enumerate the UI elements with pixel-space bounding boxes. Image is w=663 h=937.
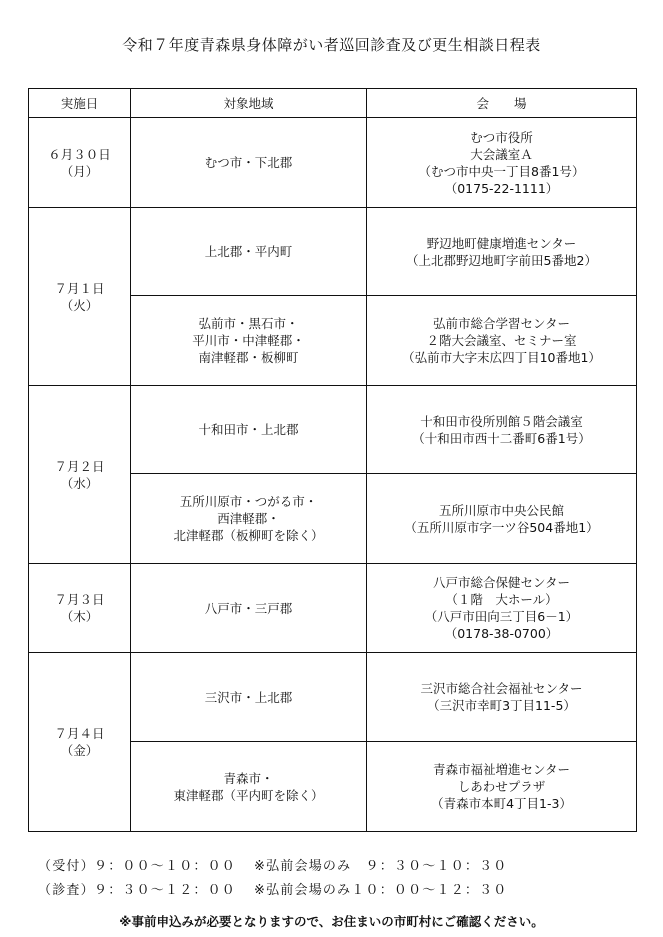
venue-line: （0175-22-1111） <box>444 180 559 196</box>
area-cell <box>131 474 367 564</box>
reception-hours-note <box>38 855 508 874</box>
date-line: （水） <box>60 475 99 491</box>
date-line: ７月３日 <box>54 592 105 607</box>
table-row <box>29 208 637 296</box>
venue-line: 十和田市役所別館５階会議室 <box>420 413 583 429</box>
footer-note: ※事前申込みが必要となりますので、お住まいの市町村にご確認ください。 <box>119 914 544 929</box>
table-row <box>29 386 637 474</box>
area-line: 東津軽郡（平内町を除く） <box>173 787 324 803</box>
table-row <box>29 564 637 653</box>
area-line: 八戸市・三戸郡 <box>204 600 293 616</box>
note-extra: ※弘前会場のみ１０：００～１２：３０ <box>254 883 508 898</box>
date-cell <box>29 118 131 208</box>
table-row <box>29 118 637 208</box>
note-label: （診査） <box>38 883 95 898</box>
page-title: 令和７年度青森県身体障がい者巡回診査及び更生相談日程表 <box>122 36 541 54</box>
venue-line: （十和田市西十二番町6番1号） <box>412 430 591 446</box>
venue-line: （むつ市中央一丁目8番1号） <box>418 163 585 179</box>
area-line: 十和田市・上北郡 <box>198 422 299 437</box>
date-cell <box>29 208 131 386</box>
note-label: （受付） <box>38 859 95 874</box>
note-extra: ※弘前会場のみ ９：３０～１０：３０ <box>254 859 508 874</box>
venue-cell <box>367 742 637 832</box>
area-cell <box>131 564 367 653</box>
area-line: 北津軽郡（板柳町を除く） <box>173 528 324 543</box>
date-cell <box>29 653 131 832</box>
venue-line: 弘前市総合学習センター <box>432 316 570 331</box>
venue-line: （五所川原市字一ツ谷504番地1） <box>404 519 599 535</box>
venue-line: 三沢市総合社会福祉センター <box>420 681 583 696</box>
venue-line: しあわせプラザ <box>457 779 546 794</box>
area-cell <box>131 386 367 474</box>
area-line: 五所川原市・つがる市・ <box>179 494 318 509</box>
date-line: （木） <box>60 609 99 624</box>
header-date: 実施日 <box>29 89 131 118</box>
area-line: 上北郡・平内町 <box>204 244 293 259</box>
note-time: ９：００～１０：００ <box>94 859 237 874</box>
area-line: 南津軽郡・板柳町 <box>198 350 299 365</box>
venue-line: 五所川原市中央公民館 <box>438 502 564 518</box>
area-line: 西津軽郡・ <box>217 511 280 526</box>
venue-cell <box>367 474 637 564</box>
note-time: ９：３０～１２：００ <box>94 883 237 898</box>
area-line: 平川市・中津軽郡・ <box>192 333 305 348</box>
venue-cell <box>367 386 637 474</box>
venue-line: 青森市福祉増進センター <box>432 762 570 777</box>
date-cell <box>29 386 131 564</box>
venue-line: （１階 大ホール） <box>445 592 558 607</box>
date-line: （金） <box>60 743 99 758</box>
area-line: 三沢市・上北郡 <box>204 689 293 705</box>
venue-cell <box>367 208 637 296</box>
area-line: 弘前市・黒石市・ <box>198 316 299 331</box>
venue-line: （上北郡野辺地町字前田5番地2） <box>406 252 597 268</box>
date-line: （月） <box>60 163 99 179</box>
area-cell <box>131 653 367 742</box>
venue-line: 野辺地町健康増進センター <box>426 235 577 251</box>
date-line: ６月３０日 <box>48 146 111 162</box>
area-cell <box>131 118 367 208</box>
venue-line: 大会議室Ａ <box>470 146 533 162</box>
venue-line: （0178-38-0700） <box>444 626 559 641</box>
venue-line: （八戸市田向三丁目6－1） <box>424 609 579 624</box>
area-line: むつ市・下北郡 <box>204 155 293 170</box>
table-header-row <box>29 89 637 118</box>
area-cell <box>131 208 367 296</box>
venue-line: ２階大会議室、セミナー室 <box>426 333 577 348</box>
date-cell <box>29 564 131 653</box>
venue-cell <box>367 564 637 653</box>
venue-cell <box>367 118 637 208</box>
venue-cell <box>367 653 637 742</box>
header-area: 対象地域 <box>131 89 367 118</box>
venue-line: （弘前市大字末広四丁目10番地1） <box>402 350 601 365</box>
date-line: ７月２日 <box>54 458 105 474</box>
venue-line: むつ市役所 <box>470 129 533 145</box>
area-cell <box>131 742 367 832</box>
area-cell <box>131 296 367 386</box>
schedule-table <box>28 88 637 832</box>
header-venue: 会 場 <box>367 89 637 118</box>
date-line: ７月１日 <box>54 280 105 296</box>
exam-hours-note <box>38 879 508 898</box>
venue-line: （三沢市幸町3丁目11-5） <box>427 698 576 713</box>
table-row <box>29 653 637 742</box>
venue-line: 八戸市総合保健センター <box>432 575 570 590</box>
area-line: 青森市・ <box>223 770 274 786</box>
venue-line: （青森市本町4丁目1-3） <box>431 796 572 811</box>
date-line: （火） <box>60 297 99 313</box>
venue-cell <box>367 296 637 386</box>
date-line: ７月４日 <box>54 726 105 741</box>
